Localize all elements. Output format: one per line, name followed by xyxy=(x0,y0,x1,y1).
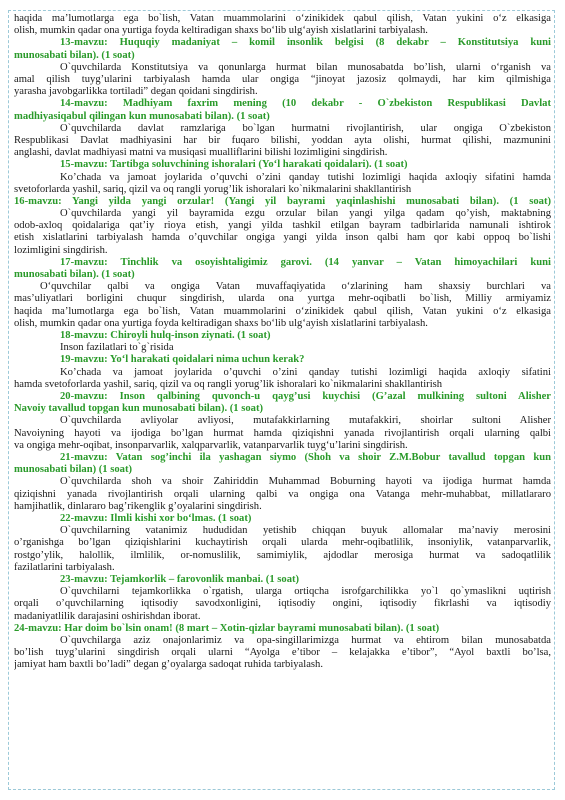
topic-heading-line: 22-mavzu: Ilmli kishi xor bo‘lmas. (1 soat) xyxy=(60,512,252,524)
topic-heading-line: 18-mavzu: Chiroyli hulq-inson ziynati. (1 soat) xyxy=(60,330,271,342)
topic-heading-line: munosabati bilan) (1 soat) xyxy=(14,464,133,476)
topic-heading-line: 13-mavzu: Huquqiy madaniyat – komil insonlik belgisi (8 dekabr – Konstitutsiya kuni xyxy=(60,37,551,49)
body-text-line: odob-axloq qoidalariga qat’iy rioya etish, yangi yilda tashkil etilgan bayram tadbirlarida namunali ishtirok xyxy=(14,220,551,232)
body-text-line: amal qilish tuyg’ularini tarbiyalash hamda ular ongiga “jinoyat jazosiz qolmaydi, har kim qilmishiga xyxy=(14,73,551,85)
body-text-line: qiziqishni yanada rivojlantirish orqali ularning qalbi va ongiga ona Vatanga mehr-muhabbat, millatlararo xyxy=(14,488,551,500)
topic-heading-line: 24-mavzu: Har doim bo`lsin onam! (8 mart – Xotin-qizlar bayrami munosabati bilan). (1 soat) xyxy=(14,622,440,634)
body-text-line: O`quvchilarda davlat ramzlariga bo`lgan hurmatni rivojlantirish, ular ongiga O`zbekiston xyxy=(60,122,551,134)
body-text-line: yarasha javobgarlikka tortiladi” degan qoidani singdirish. xyxy=(14,86,258,98)
body-text-line: hamjihatlik, dinlararo bag’rikenglik g’oyalarini singdirish. xyxy=(14,500,262,512)
body-text-line: fazilatlarini tarbiyalash. xyxy=(14,561,115,573)
body-text-line: Ko’chada va jamoat joylarida o’quvchi o’zini qanday tutishi lozimligi haqida axloqiy sifatini xyxy=(60,366,551,378)
topic-heading-line: munosabati bilan). (1 soat) xyxy=(14,269,135,281)
topic-heading-line: 23-mavzu: Tejamkorlik – farovonlik manbai. (1 soat) xyxy=(60,573,300,585)
body-text-line: hamda svetoforlarda yashil, sariq, qizil va oq rangli yorug’lik ishoralari ko`nikmalarini shakllantirish xyxy=(14,378,443,390)
body-text-line: va ongiga mehr-oqibat, insonparvarlik, xalqparvarlik, vatanparvarlik tuyg‘u’larini singdirish. xyxy=(14,439,408,451)
body-text-line: O`quvchilarda shoh va shoir Zahiriddin Muhammad Boburning hayoti va ijodiga hurmat hamda xyxy=(60,476,551,488)
body-text-line: svetoforlarda yashil, sariq, qizil va oq rangli yorug’lik ishoralari ko`nikmalarini shakllantirish xyxy=(14,183,412,195)
body-text-line: madaniyatlilik darajasini oshirishdan iborat. xyxy=(14,610,201,622)
topic-heading-line: madhiyasiqabul qilingan kun munosabati bilan). (1 soat) xyxy=(14,110,270,122)
body-text-line: Ko’chada va jamoat joylarida o’quvchi o’zini qanday tutishi lozimligi haqida axloqiy sifatini hamda xyxy=(60,171,551,183)
body-text-line: bo’lish tuyg’ularini singdirish orqali ularni “Ayolga e’tibor – kelajakka e’tibor”, “Ayol baxtli bo’lsa, xyxy=(14,647,551,659)
body-text-line: rostgo’ylik, halollik, ilmlilik, or-nomuslilik, samimiylik, ajdodlar merosiga hurmat va sadoqatlilik xyxy=(14,549,551,561)
body-text-line: olish, mumkin qadar ona yurtiga foyda keltiradigan shaxs bo‘lib ulg‘ayish xislatlarini tarbiyalash. xyxy=(14,317,428,329)
body-text-line: haqida ma’lumotlarga ega bo`lish, Vatan muammolarini o‘zinikidek qabul qilish, Vatan yukini o‘z elkasiga xyxy=(14,13,551,24)
topic-heading-line: 21-mavzu: Vatan sog’inchi ila yashagan siymo (Shoh va shoir Z.M.Bobur tavallud topgan kun xyxy=(60,452,551,463)
body-text-line: anglashi, davlat madhiyasi matni va musiqasi mualliflarini bilishi lozimligini singdirish. xyxy=(14,147,388,159)
document-body xyxy=(14,13,551,785)
topic-heading-line: 17-mavzu: Tinchlik va osoyishtaligimiz garovi. (14 yanvar – Vatan himoyachilari kuni xyxy=(60,256,551,268)
body-text-line: Respublikasi Davlat madhiyasini har bir fuqaro bilishi, yoddan ayta olishi, hurmat qilishi, mazmunini xyxy=(14,134,551,146)
topic-heading-line: 16-mavzu: Yangi yilda yangi orzular! (Yangi yil bayrami yaqinlashishi munosabati bilan). (1 soat) xyxy=(14,195,551,207)
topic-heading-line: 19-mavzu: Yo‘l harakati qoidalari nima uchun kerak? xyxy=(60,354,305,366)
topic-heading-line: 15-mavzu: Tartibga soluvchining ishoralari (Yo‘l harakati qoidalari). (1 soat) xyxy=(60,159,408,171)
topic-heading-line: 14-mavzu: Madhiyam faxrim mening (10 dekabr - O`zbekiston Respublikasi Davlat xyxy=(60,98,551,110)
body-text-line: O`quvchilarga aziz onajonlarimiz va opa-singillarimizga hurmat va ehtirom bilan munosabatda xyxy=(60,634,551,646)
body-text-line: O`quvchilarda avliyolar avliyosi, mutafakkirlarning mutafakkiri, shoirlar sultoni Alisher xyxy=(60,415,551,427)
body-text-line: O`quvchilarning vatanimiz hududidan yetishib chiqqan buyuk allomalar ma’naviy merosini xyxy=(60,525,551,537)
topic-heading-line: Navoiy tavallud topgan kun munosabati bilan). (1 soat) xyxy=(14,403,264,415)
body-text-line: mas’uliyatlari borligini chuqur singdirish, ularda ona yurtga mehr-oqibatli bo`lish, Milliy armiyamiz xyxy=(14,293,551,305)
body-text-line: etish xislatlarini tarbiyalash hamda o’quvchilar ongiga yangi yilda inson qalbi ham qor kabi oppoq bo`lishi xyxy=(14,232,551,244)
body-text-line: haqida ma’lumotlarga ega bo`lish, Vatan muammolarini o‘zinikidek qabul qilish, Vatan yukini o‘z elkasiga xyxy=(14,305,551,317)
topic-heading-line: munosabati bilan). (1 soat) xyxy=(14,49,135,61)
topic-heading-line: 20-mavzu: Inson qalbining quvonch-u qayg’usi kuychisi (G’azal mulkining sultoni Alisher xyxy=(60,391,551,403)
body-text-line: O`quvchilarni tejamkorlikka o`rgatish, ularga ortiqcha isrofgarchilikka yo`l qo`ymaslikni uqtirish xyxy=(60,586,551,598)
body-text-line: olish, mumkin qadar ona yurtiga foyda keltiradigan shaxs bo‘lib ulg‘ayish xislatlarini tarbiyalash. xyxy=(14,25,428,37)
body-text-line: O`quvchilarda Konstitutsiya va qonunlarga hurmat bilan munosabatda bo’lish, ularni o‘rganish va xyxy=(60,61,551,73)
body-text-line: Inson fazilatlari to`g`risida xyxy=(60,342,174,354)
body-text-line: O‘quvchilar qalbi va ongiga Vatan muvaffaqiyatida o‘zlarining ham shaxsiy burchlari va xyxy=(40,281,551,293)
body-text-line: O`quvchilarda yangi yil bayramida ezgu orzular bilan yangi yilga qadam qo’yish, maktabning xyxy=(60,208,551,220)
body-text-line: Navoiyning hayoti va ijodiga bo’lgan hurmat hamda qiziqishni yanada rivojlantirish orqali ularning qalbi xyxy=(14,427,551,439)
body-text-line: o’rganishga bo’lgan qiziqishlarini kuchaytirish orqali ularda mehr-oqibatlilik, insoniylik, vatanparvarlik, xyxy=(14,537,551,549)
body-text-line: orqali o’quvchilarning iqtisodiy savodxonligini, iqtisodiy ongini, iqtisodiy fikrlashi va iqtisodiy xyxy=(14,598,551,610)
body-text-line: jamiyat ham baxtli bo’ladi” degan g’oyalarga sadoqat ruhida tarbiyalash. xyxy=(14,659,323,671)
body-text-line: lozimligini singdirish. xyxy=(14,244,108,256)
